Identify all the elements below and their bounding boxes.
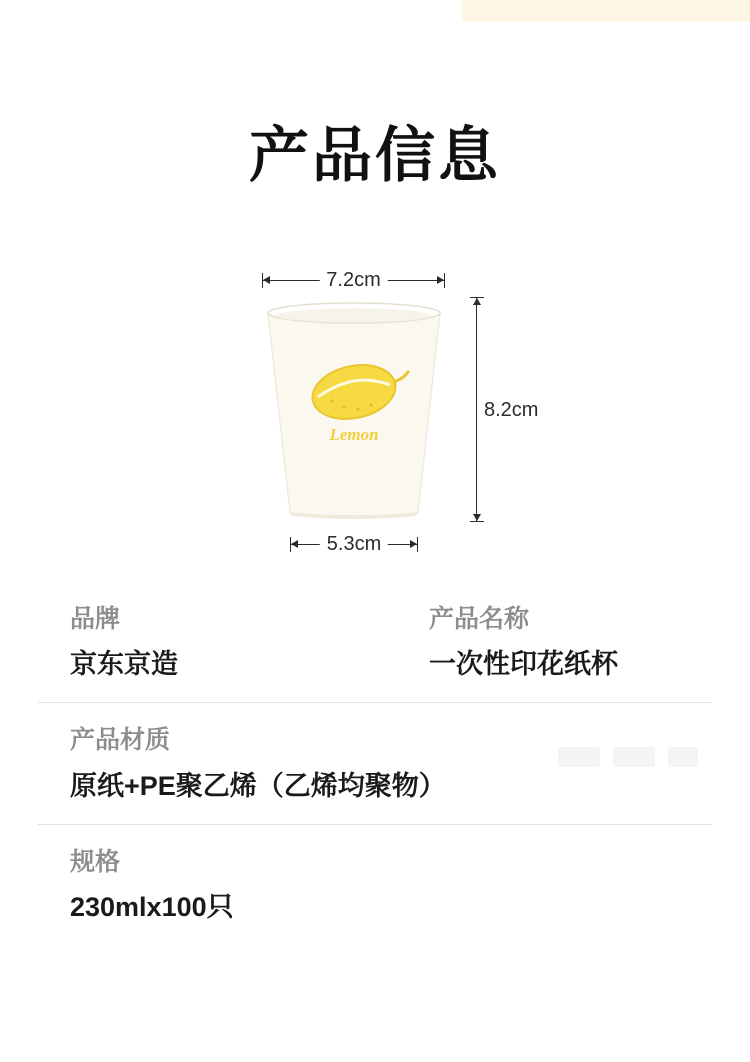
dimension-top-label: 7.2cm — [319, 268, 387, 292]
spec-label-brand: 品牌 — [70, 605, 121, 633]
dimension-height-label: 8.2cm — [484, 394, 538, 426]
dimension-cap-bottom — [470, 521, 484, 522]
cup-print-text: Lemon — [329, 425, 379, 444]
spec-value-product-name: 一次性印花纸杯 — [429, 649, 618, 680]
spec-value-material: 原纸+PE聚乙烯（乙烯均聚物） — [70, 770, 446, 801]
arrow-right-icon — [437, 276, 444, 284]
dimension-top-diameter — [262, 262, 445, 290]
spec-cell-product-name — [391, 604, 712, 682]
product-info-page — [0, 22, 750, 1062]
dimension-line — [476, 297, 477, 522]
arrow-up-icon — [473, 298, 481, 305]
dimension-bottom-diameter — [290, 530, 418, 558]
paper-cup-svg — [258, 297, 450, 522]
spec-row-brand-name — [38, 582, 712, 703]
decorative-block — [613, 747, 655, 767]
spec-row-material — [38, 703, 712, 824]
spec-value-brand: 京东京造 — [70, 649, 178, 680]
page-title: 产品信息 — [249, 122, 501, 189]
paper-cup-illustration — [258, 297, 450, 522]
arrow-left-icon — [263, 276, 270, 284]
spec-table — [38, 582, 712, 945]
dimension-cap-right — [417, 537, 418, 552]
dimension-height — [470, 297, 590, 522]
spec-cell-brand — [70, 604, 391, 682]
arrow-right-icon — [410, 540, 417, 548]
spec-label-material: 产品材质 — [70, 726, 171, 755]
decorative-block — [558, 747, 600, 767]
arrow-down-icon — [473, 514, 481, 521]
top-accent-strip — [0, 0, 750, 22]
dimension-bottom-label: 5.3cm — [320, 532, 388, 556]
arrow-left-icon — [291, 540, 298, 548]
decorative-block — [668, 747, 698, 767]
dimension-cap-right — [444, 273, 445, 288]
spec-label-product-name: 产品名称 — [429, 605, 530, 633]
spec-value-specification: 230mlx100只 — [70, 891, 234, 922]
product-illustration — [0, 237, 750, 557]
spec-row-specification — [38, 825, 712, 945]
spec-label-specification: 规格 — [70, 847, 121, 876]
top-accent-strip-left-mask — [0, 0, 462, 22]
